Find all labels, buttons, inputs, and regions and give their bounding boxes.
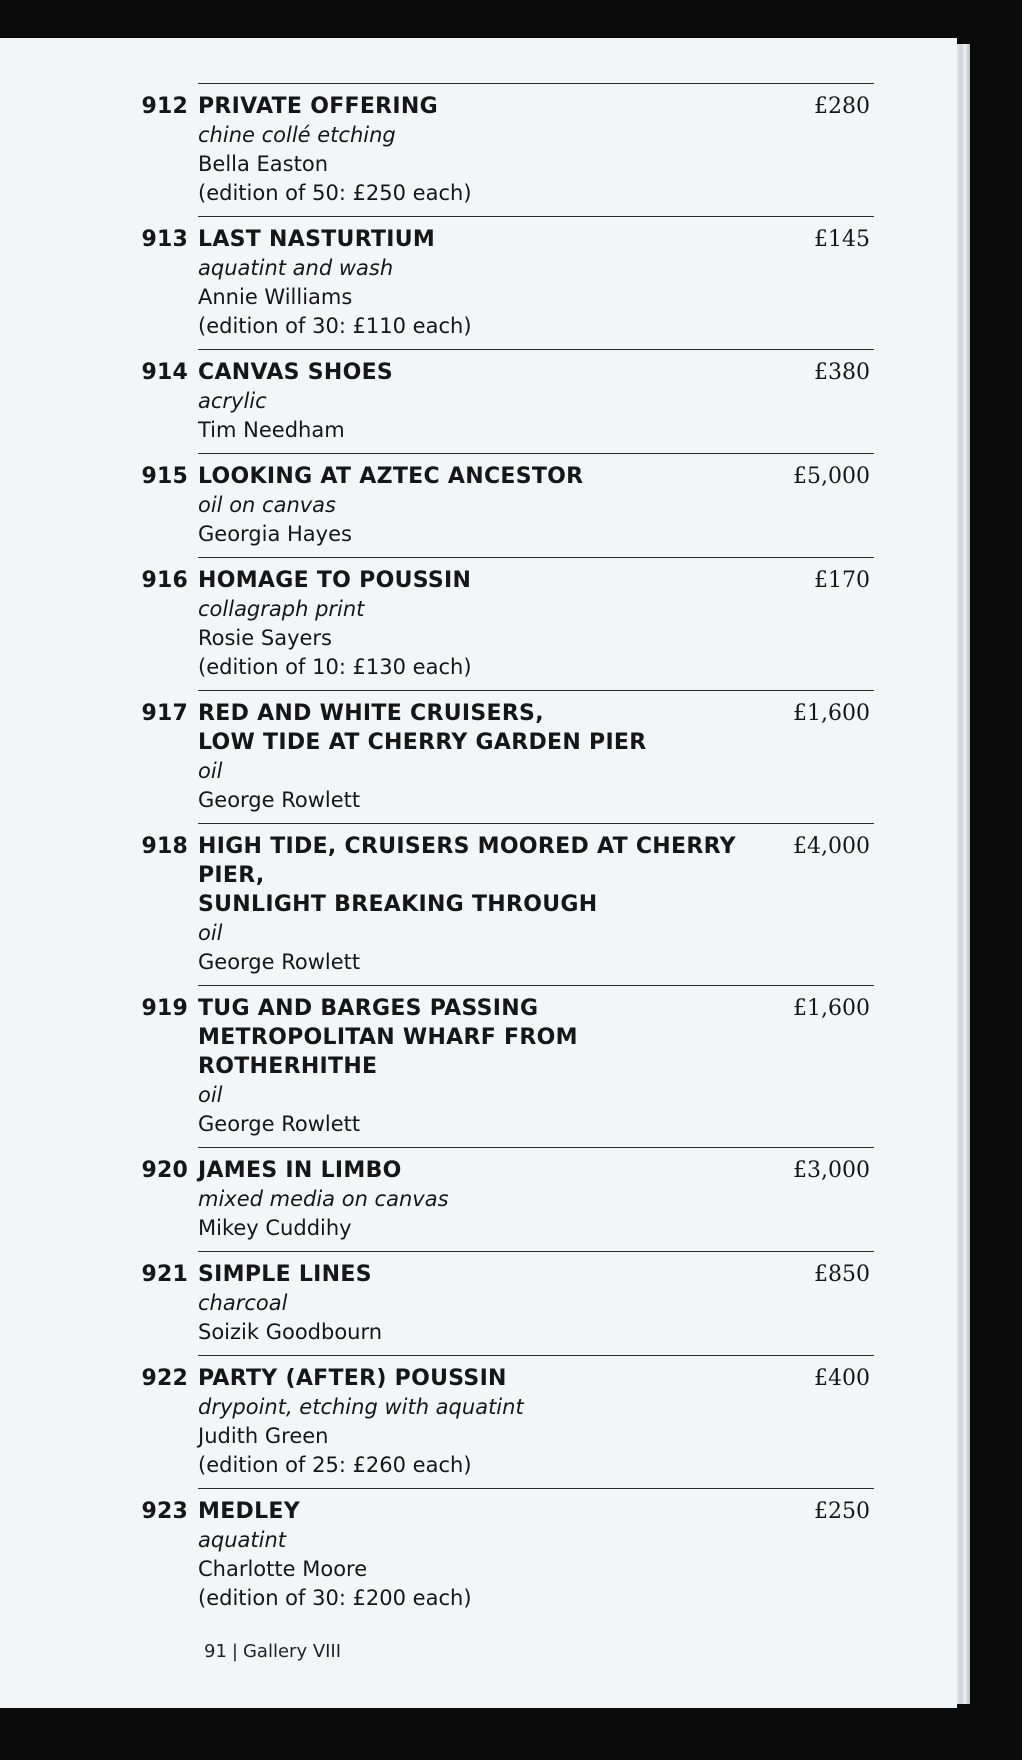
entry-artist: Judith Green	[198, 1424, 329, 1448]
entry-title: PARTY (AFTER) POUSSIN	[198, 1366, 507, 1391]
entry-title: MEDLEY	[198, 1499, 300, 1524]
catalogue-entry	[141, 1355, 874, 1488]
entry-edition: (edition of 25: £260 each)	[198, 1453, 472, 1477]
page-edge	[957, 44, 970, 1704]
entry-title: PRIVATE OFFERING	[198, 94, 438, 119]
entry-title: HIGH TIDE, CRUISERS MOORED AT CHERRY PIER, SUNLIGHT BREAKING THROUGH	[198, 834, 736, 917]
entry-price: £5,000	[793, 464, 870, 489]
entry-artist: Charlotte Moore	[198, 1557, 368, 1581]
entry-artist: George Rowlett	[198, 788, 361, 812]
entry-price: £280	[814, 94, 870, 119]
entry-price: £1,600	[793, 996, 870, 1021]
entry-edition: (edition of 50: £250 each)	[198, 181, 472, 205]
entry-artist: Annie Williams	[198, 285, 353, 309]
entry-number: 917	[141, 701, 188, 726]
entry-artist: Tim Needham	[198, 418, 345, 442]
entry-artist: Bella Easton	[198, 152, 329, 176]
entry-list	[0, 83, 957, 1621]
entry-title: JAMES IN LIMBO	[198, 1158, 402, 1183]
page-number: 91	[204, 1641, 227, 1662]
entry-edition: (edition of 30: £110 each)	[198, 314, 472, 338]
entry-number: 920	[141, 1158, 188, 1183]
entry-medium: acrylic	[198, 389, 267, 413]
entry-artist: George Rowlett	[198, 950, 361, 974]
entry-edition: (edition of 10: £130 each)	[198, 655, 472, 679]
entry-medium: aquatint	[198, 1528, 286, 1552]
entry-number: 919	[141, 996, 188, 1021]
entry-artist: Soizik Goodbourn	[198, 1320, 383, 1344]
catalogue-entry	[141, 1251, 874, 1355]
footer-separator: |	[231, 1641, 238, 1662]
catalogue-entry	[141, 1488, 874, 1621]
catalogue-entry	[141, 557, 874, 690]
entry-medium: oil	[198, 1083, 223, 1107]
entry-medium: drypoint, etching with aquatint	[198, 1395, 524, 1419]
entry-price: £145	[814, 227, 870, 252]
entry-title: TUG AND BARGES PASSING METROPOLITAN WHARF FROM ROTHERHITHE	[198, 996, 578, 1079]
entry-price: £850	[814, 1262, 870, 1287]
entry-price: £3,000	[793, 1158, 870, 1183]
entry-price: £4,000	[793, 834, 870, 859]
entry-artist: George Rowlett	[198, 1112, 361, 1136]
entry-medium: oil	[198, 759, 223, 783]
entry-title: LAST NASTURTIUM	[198, 227, 436, 252]
entry-title: RED AND WHITE CRUISERS, LOW TIDE AT CHERRY GARDEN PIER	[198, 701, 647, 755]
entry-artist: Georgia Hayes	[198, 522, 352, 546]
catalogue-entry	[141, 216, 874, 349]
entry-number: 916	[141, 568, 188, 593]
entry-medium: chine collé etching	[198, 123, 396, 147]
catalogue-entry	[141, 453, 874, 557]
entry-medium: aquatint and wash	[198, 256, 394, 280]
entry-price: £380	[814, 360, 870, 385]
entry-edition: (edition of 30: £200 each)	[198, 1586, 472, 1610]
entry-number: 918	[141, 834, 188, 859]
catalogue-entry	[141, 83, 874, 216]
entry-medium: mixed media on canvas	[198, 1187, 449, 1211]
entry-number: 921	[141, 1262, 188, 1287]
entry-medium: oil	[198, 921, 223, 945]
entry-number: 923	[141, 1499, 188, 1524]
entry-price: £170	[814, 568, 870, 593]
section-name: Gallery VIII	[242, 1641, 342, 1662]
entry-medium: collagraph print	[198, 597, 365, 621]
entry-medium: oil on canvas	[198, 493, 336, 517]
catalogue-entry	[141, 690, 874, 823]
entry-number: 915	[141, 464, 188, 489]
entry-artist: Rosie Sayers	[198, 626, 332, 650]
catalogue-page	[0, 38, 957, 1708]
entry-number: 913	[141, 227, 188, 252]
catalogue-entry	[141, 1147, 874, 1251]
entry-number: 914	[141, 360, 188, 385]
catalogue-entry	[141, 985, 874, 1147]
entry-number: 922	[141, 1366, 188, 1391]
entry-price: £400	[814, 1366, 870, 1391]
catalogue-entry	[141, 349, 874, 453]
entry-title: HOMAGE TO POUSSIN	[198, 568, 472, 593]
page-footer	[204, 1641, 341, 1662]
entry-medium: charcoal	[198, 1291, 288, 1315]
entry-title: LOOKING AT AZTEC ANCESTOR	[198, 464, 584, 489]
entry-price: £1,600	[793, 701, 870, 726]
entry-title: CANVAS SHOES	[198, 360, 394, 385]
catalogue-entry	[141, 823, 874, 985]
entry-price: £250	[814, 1499, 870, 1524]
entry-title: SIMPLE LINES	[198, 1262, 372, 1287]
entry-number: 912	[141, 94, 188, 119]
entry-artist: Mikey Cuddihy	[198, 1216, 352, 1240]
